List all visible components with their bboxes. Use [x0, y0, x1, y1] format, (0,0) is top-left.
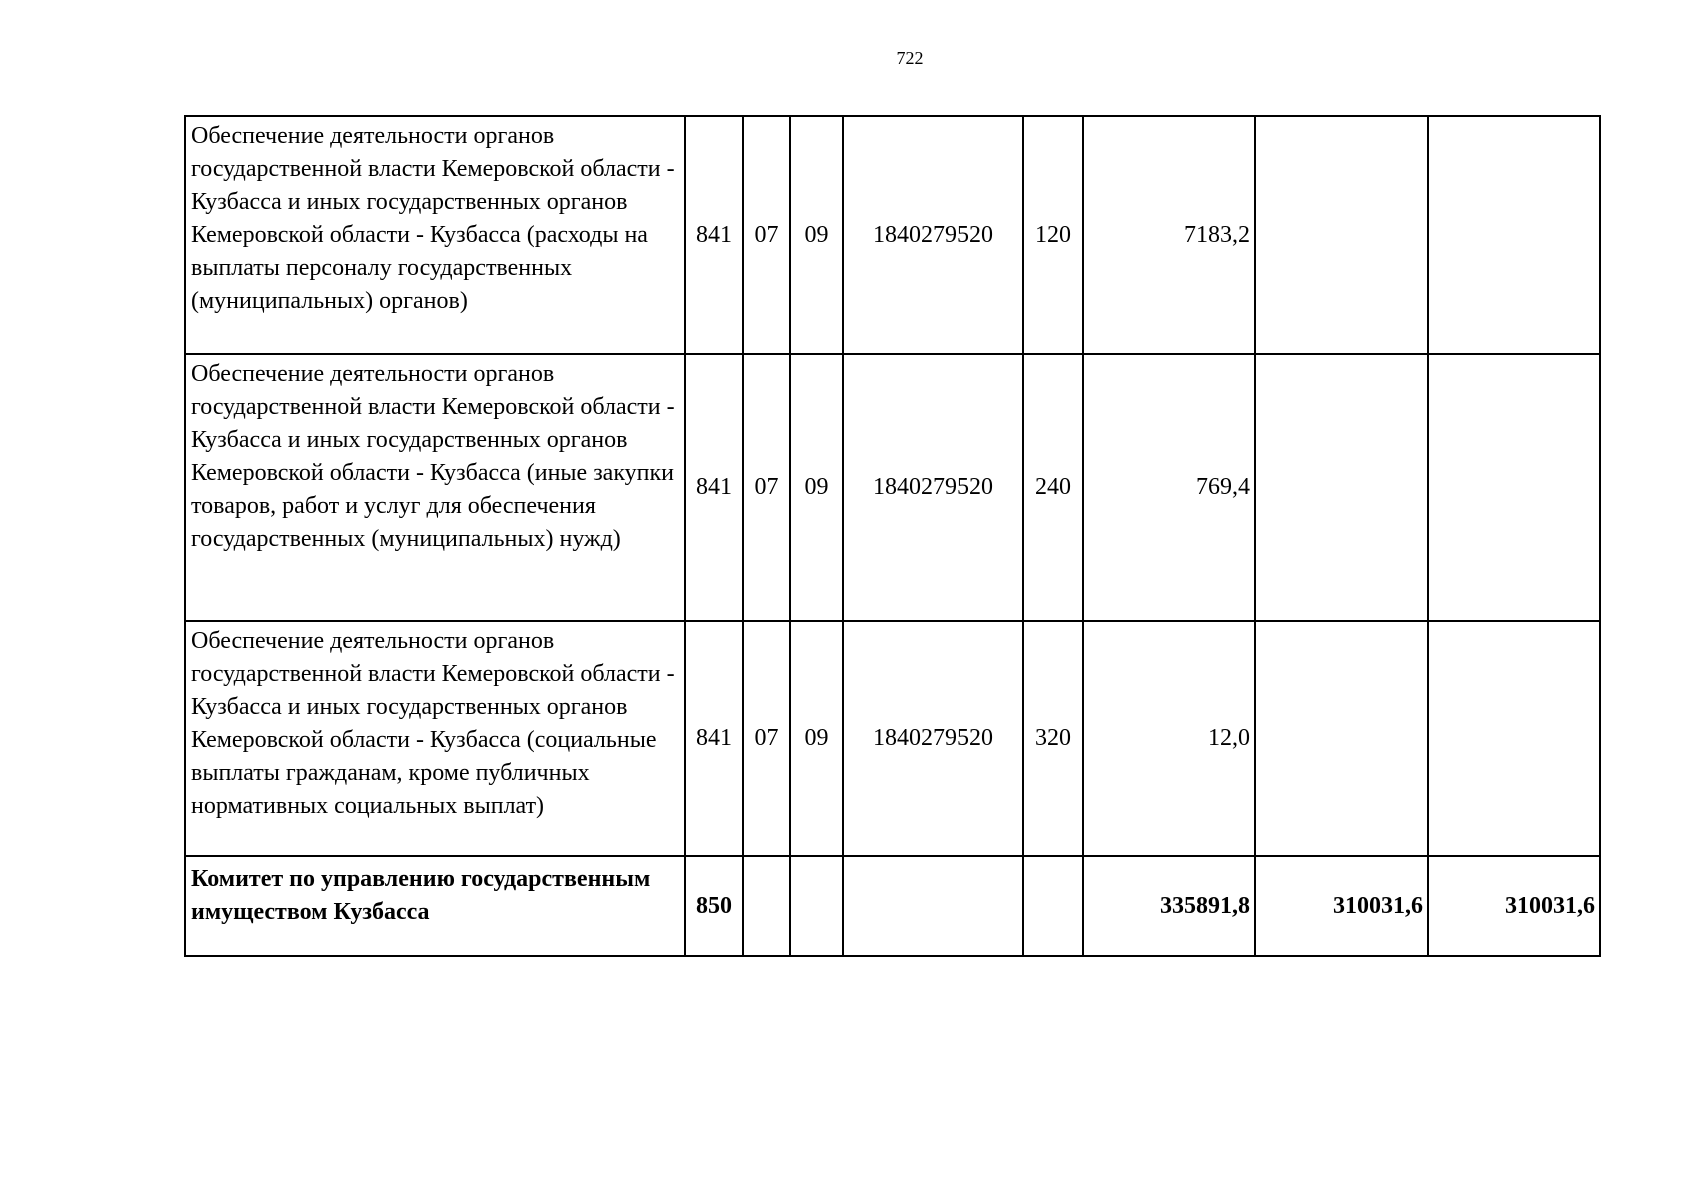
subsection-code: 09	[790, 354, 843, 621]
subsection-code: 09	[790, 621, 843, 856]
table-row	[185, 621, 1600, 856]
ministry-code: 841	[685, 621, 743, 856]
amount-year-1: 335891,8	[1083, 856, 1255, 956]
amount-year-3	[1428, 354, 1600, 621]
table-row-total	[185, 856, 1600, 956]
amount-year-1: 7183,2	[1083, 116, 1255, 354]
amount-year-2	[1255, 116, 1428, 354]
row-description: Обеспечение деятельности органов государственной власти Кемеровской области - Кузбасса и иных государственных органов Кемеровской области - Кузбасса (иные закупки товаров, работ и услуг для обеспечения государственных (муниципальных) нужд)	[185, 354, 685, 621]
amount-year-2	[1255, 621, 1428, 856]
target-article-code: 1840279520	[843, 354, 1023, 621]
expense-type-code: 320	[1023, 621, 1083, 856]
subsection-code: 09	[790, 116, 843, 354]
section-code: 07	[743, 621, 790, 856]
table-row	[185, 116, 1600, 354]
row-description: Обеспечение деятельности органов государственной власти Кемеровской области - Кузбасса и иных государственных органов Кемеровской области - Кузбасса (расходы на выплаты персоналу государственных (муниципальных) органов)	[185, 116, 685, 354]
amount-year-3	[1428, 116, 1600, 354]
amount-year-3	[1428, 621, 1600, 856]
page-number: 722	[896, 48, 924, 68]
amount-year-3: 310031,6	[1428, 856, 1600, 956]
target-article-code	[843, 856, 1023, 956]
amount-year-2	[1255, 354, 1428, 621]
subsection-code	[790, 856, 843, 956]
row-description: Комитет по управлению государственным имуществом Кузбасса	[185, 856, 685, 956]
table-row	[185, 354, 1600, 621]
ministry-code: 850	[685, 856, 743, 956]
amount-year-1: 12,0	[1083, 621, 1255, 856]
section-code: 07	[743, 116, 790, 354]
target-article-code: 1840279520	[843, 116, 1023, 354]
target-article-code: 1840279520	[843, 621, 1023, 856]
ministry-code: 841	[685, 354, 743, 621]
expense-type-code: 120	[1023, 116, 1083, 354]
budget-table	[184, 115, 1601, 957]
expense-type-code: 240	[1023, 354, 1083, 621]
expense-type-code	[1023, 856, 1083, 956]
section-code: 07	[743, 354, 790, 621]
row-description: Обеспечение деятельности органов государственной власти Кемеровской области - Кузбасса и иных государственных органов Кемеровской области - Кузбасса (социальные выплаты гражданам, кроме публичных нормативных социальных выплат)	[185, 621, 685, 856]
section-code	[743, 856, 790, 956]
amount-year-1: 769,4	[1083, 354, 1255, 621]
amount-year-2: 310031,6	[1255, 856, 1428, 956]
ministry-code: 841	[685, 116, 743, 354]
